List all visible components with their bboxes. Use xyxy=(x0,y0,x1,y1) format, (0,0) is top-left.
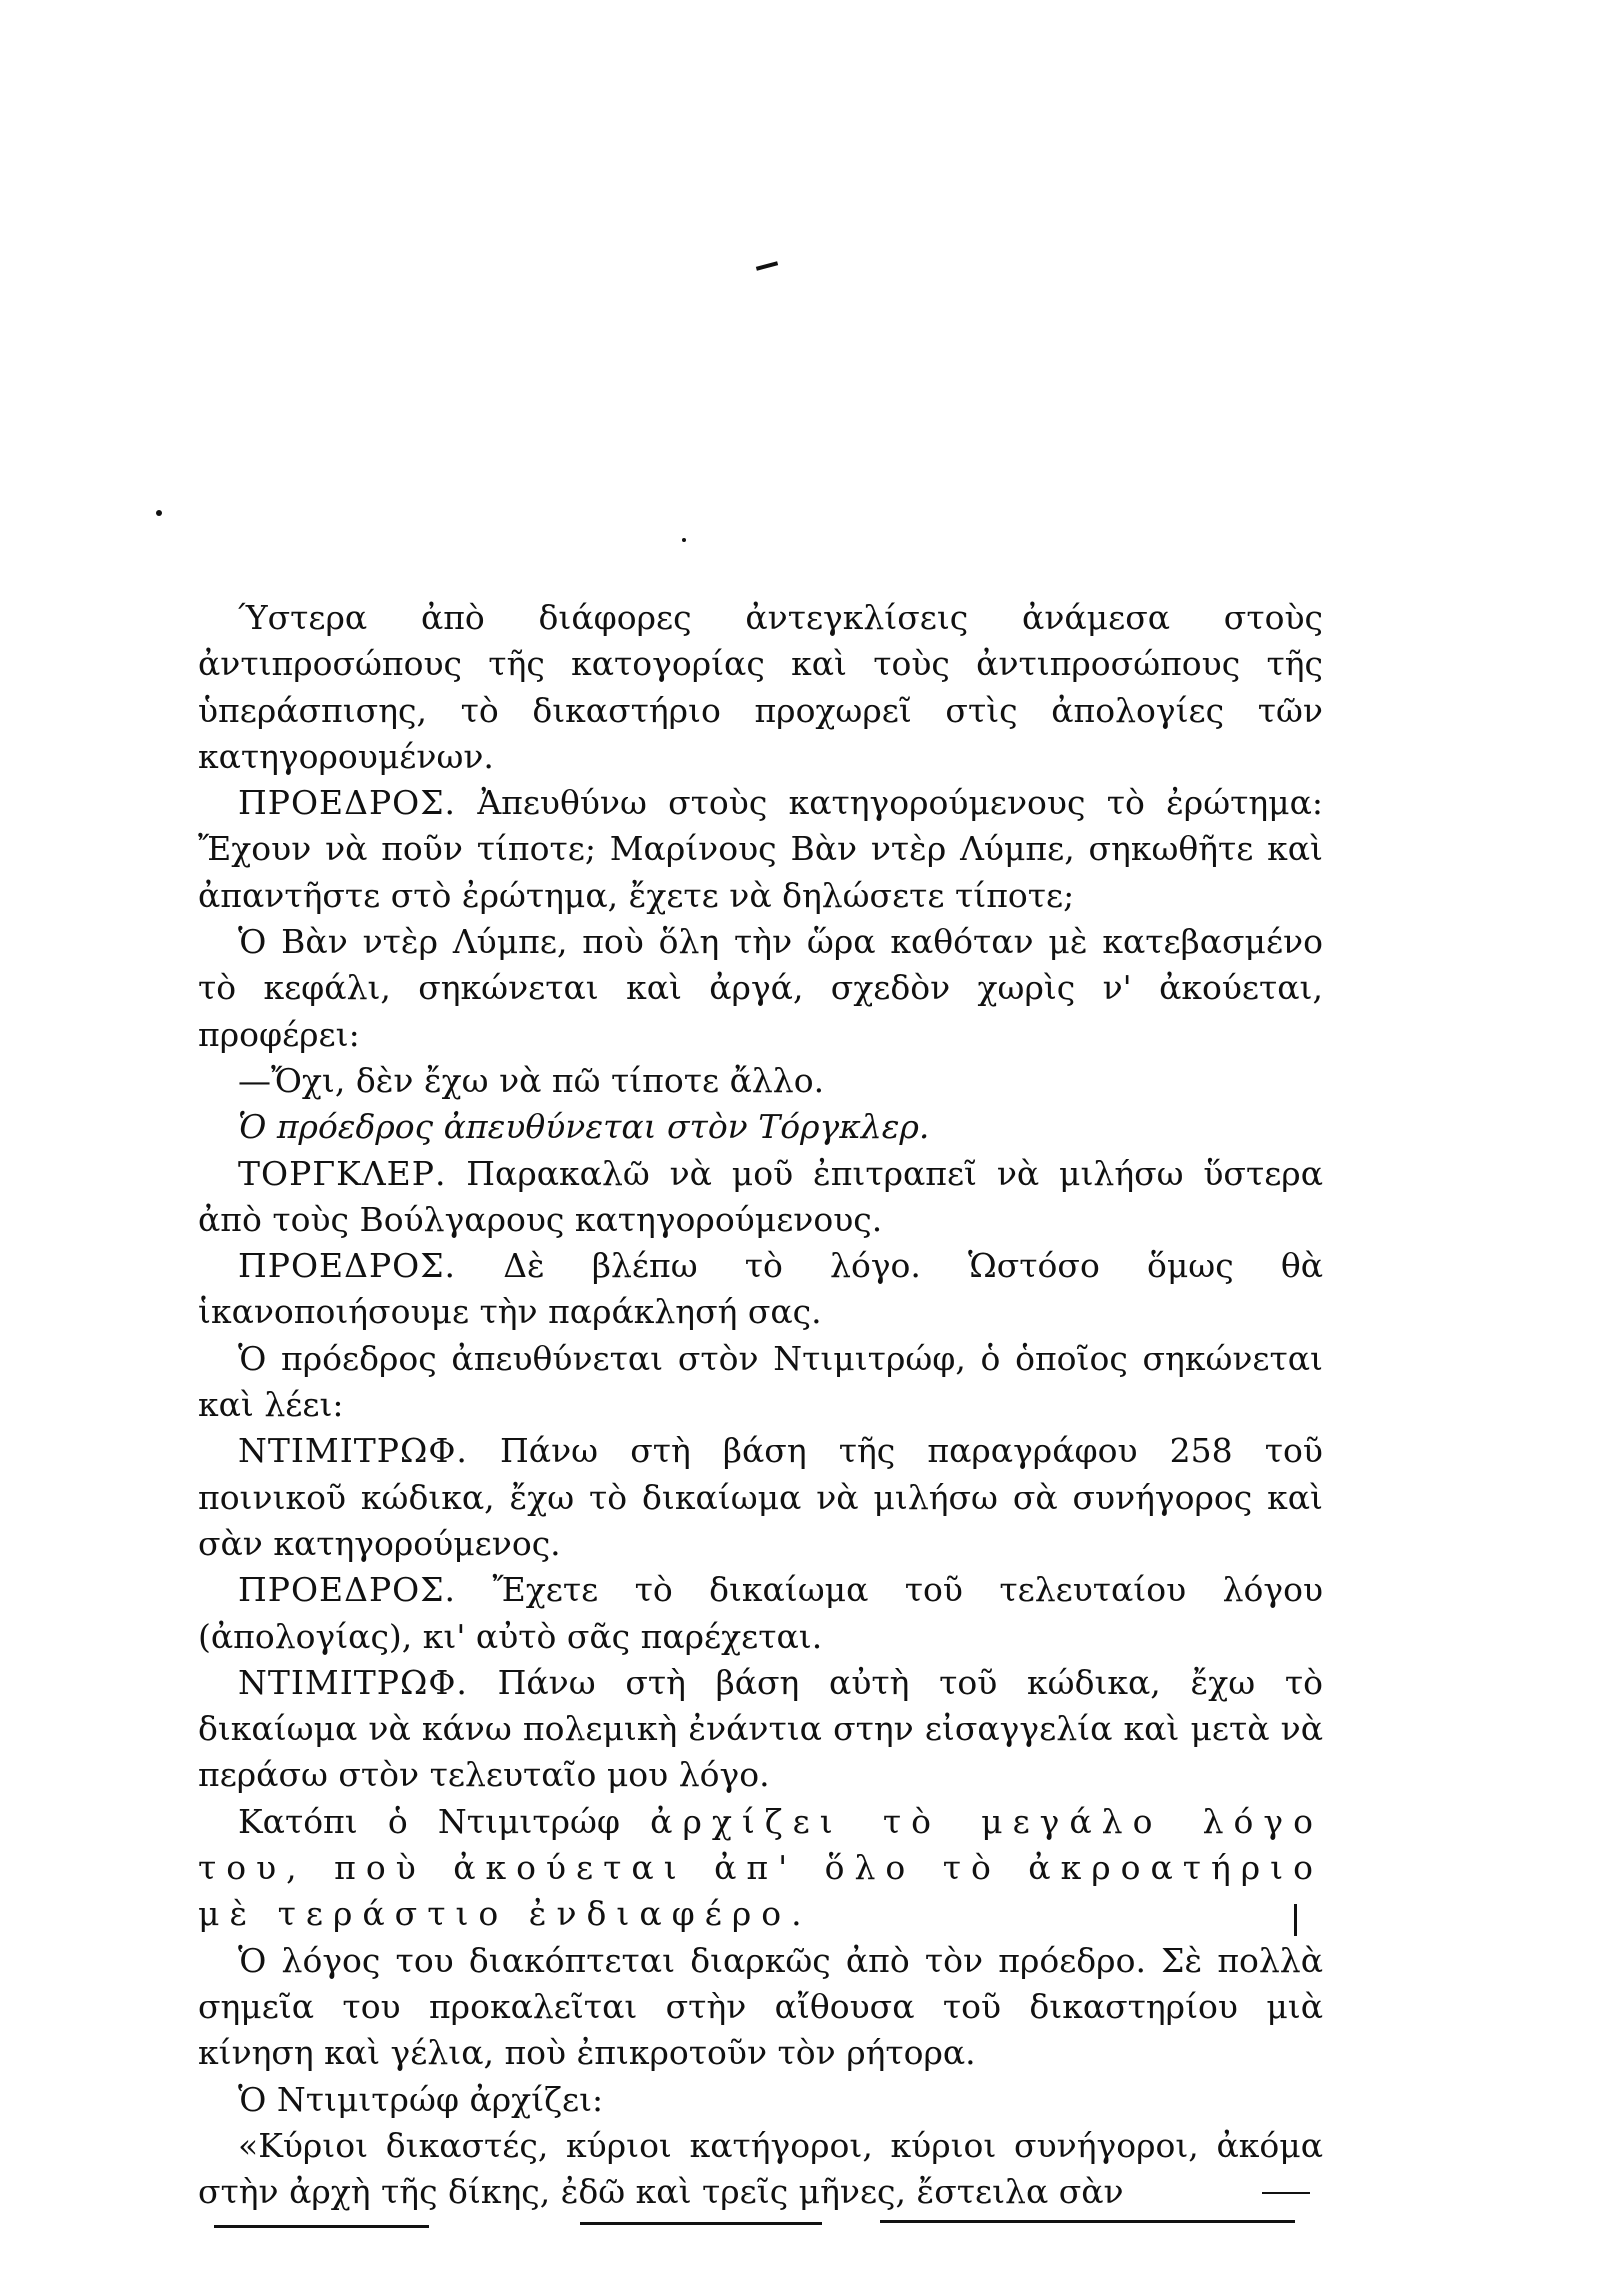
paragraph: —Ὄχι, δὲν ἔχω νὰ πῶ τίποτε ἄλλο. xyxy=(238,1060,825,1100)
speaker-label: ΠΡΟΕΔΡΟΣ. xyxy=(238,1246,457,1286)
document-body xyxy=(198,595,1323,2215)
paragraph: Κατόπι ὁ Ντιμιτρώφ ἀρχίζει τὸ μεγάλο λόγο του, ποὺ ἀκούεται ἀπ' ὅλο τὸ ἀκροατήριο μὲ τεράστιο ἐνδιαφέρο. xyxy=(198,1801,1323,1934)
paragraph: ΝΤΙΜΙΤΡΩΦ. Πάνω στὴ βάση τῆς παραγράφου 258 τοῦ ποινικοῦ κώδικα, ἔχω τὸ δικαίωμα νὰ μιλήσω σὰ συνήγορος καὶ σὰν κατηγορούμενος. xyxy=(198,1431,1323,1563)
bottom-rule xyxy=(214,2225,429,2228)
scan-mark xyxy=(756,261,778,271)
paragraph: ΠΡΟΕΔΡΟΣ. Ἀπευθύνω στοὺς κατηγορούμενους τὸ ἐρώτημα: Ἔχουν νὰ ποῦν τίποτε; Μαρίνους Βὰν ντὲρ Λύμπε, σηκωθῆτε καὶ ἀπαντῆστε στὸ ἐρώτημα, ἔχετε νὰ δηλώσετε τίποτε; xyxy=(198,783,1323,915)
speaker-label: ΝΤΙΜΙΤΡΩΦ. xyxy=(238,1662,468,1702)
paragraph: ΝΤΙΜΙΤΡΩΦ. Πάνω στὴ βάση αὐτὴ τοῦ κώδικα, ἔχω τὸ δικαίωμα νὰ κάνω πολεμικὴ ἐνάντια στην εἰσαγγελία καὶ μετὰ νὰ περάσω στὸν τελευταῖο μου λόγο. xyxy=(198,1662,1323,1795)
speaker-label: ΝΤΙΜΙΤΡΩΦ. xyxy=(238,1431,468,1471)
paragraph: «Κύριοι δικαστές, κύριοι κατήγοροι, κύριοι συνήγοροι, ἀκόμα στὴν ἀρχὴ τῆς δίκης, ἐδῶ καὶ τρεῖς μῆνες, ἔστειλα σὰν xyxy=(198,2125,1323,2212)
paragraph: ΤΟΡΓΚΛΕΡ. Παρακαλῶ νὰ μοῦ ἐπιτραπεῖ νὰ μιλήσω ὕστερα ἀπὸ τοὺς Βούλγαρους κατηγορούμενους. xyxy=(198,1153,1323,1239)
speaker-label: ΠΡΟΕΔΡΟΣ. xyxy=(238,1570,457,1610)
bottom-rule xyxy=(1262,2192,1310,2194)
speaker-label: ΠΡΟΕΔΡΟΣ. xyxy=(238,783,457,823)
speaker-label: ΤΟΡΓΚΛΕΡ. xyxy=(238,1153,447,1193)
paragraph: Ὁ λόγος του διακόπτεται διαρκῶς ἀπὸ τὸν πρόεδρο. Σὲ πολλὰ σημεῖα του προκαλεῖται στὴν αἴθουσα τοῦ δικαστηρίου μιὰ κίνηση καὶ γέλια, ποὺ ἐπικροτοῦν τὸν ρήτορα. xyxy=(198,1940,1323,2073)
paragraph: Ὁ Ντιμιτρώφ ἀρχίζει: xyxy=(238,2079,604,2119)
scan-speck xyxy=(156,510,162,516)
paragraph: Ύστερα ἀπὸ διάφορες ἀντεγκλίσεις ἀνάμεσα στοὺς ἀντιπροσώπους τῆς κατογορίας καὶ τοὺς ἀντιπροσώπους τῆς ὑπεράσπισης, τὸ δικαστήριο προχωρεῖ στὶς ἀπολογίες τῶν κατηγορουμένων. xyxy=(198,598,1323,776)
bottom-rule xyxy=(880,2220,1295,2223)
paragraph: Ὁ πρόεδρος ἀπευθύνεται στὸν Τόργκλερ. xyxy=(238,1107,930,1147)
scan-speck xyxy=(682,538,686,542)
bottom-rule xyxy=(580,2222,822,2225)
paragraph: Ὁ Βὰν ντὲρ Λύμπε, ποὺ ὅλη τὴν ὥρα καθόταν μὲ κατεβασμένο τὸ κεφάλι, σηκώνεται καὶ ἀργά, σχεδὸν χωρὶς ν' ἀκούεται, προφέρει: xyxy=(198,922,1323,1054)
spaced-emphasis: ἀρχίζει τὸ μεγάλο λόγο του, ποὺ ἀκούεται ἀπ' ὅλο τὸ ἀκροατήριο μὲ τεράστιο ἐνδιαφέρο. xyxy=(198,1801,1323,1934)
margin-bar xyxy=(1294,1904,1297,1936)
paragraph: ΠΡΟΕΔΡΟΣ. Δὲ βλέπω τὸ λόγο. Ὡστόσο ὅμως θὰ ἱκανοποιήσουμε τὴν παράκλησή σας. xyxy=(198,1246,1323,1332)
paragraph: Ὁ πρόεδρος ἀπευθύνεται στὸν Ντιμιτρώφ, ὁ ὁποῖος σηκώνεται καὶ λέει: xyxy=(198,1338,1323,1425)
paragraph: ΠΡΟΕΔΡΟΣ. Ἔχετε τὸ δικαίωμα τοῦ τελευταίου λόγου (ἀπολογίας), κι' αὐτὸ σᾶς παρέχεται. xyxy=(198,1570,1323,1656)
